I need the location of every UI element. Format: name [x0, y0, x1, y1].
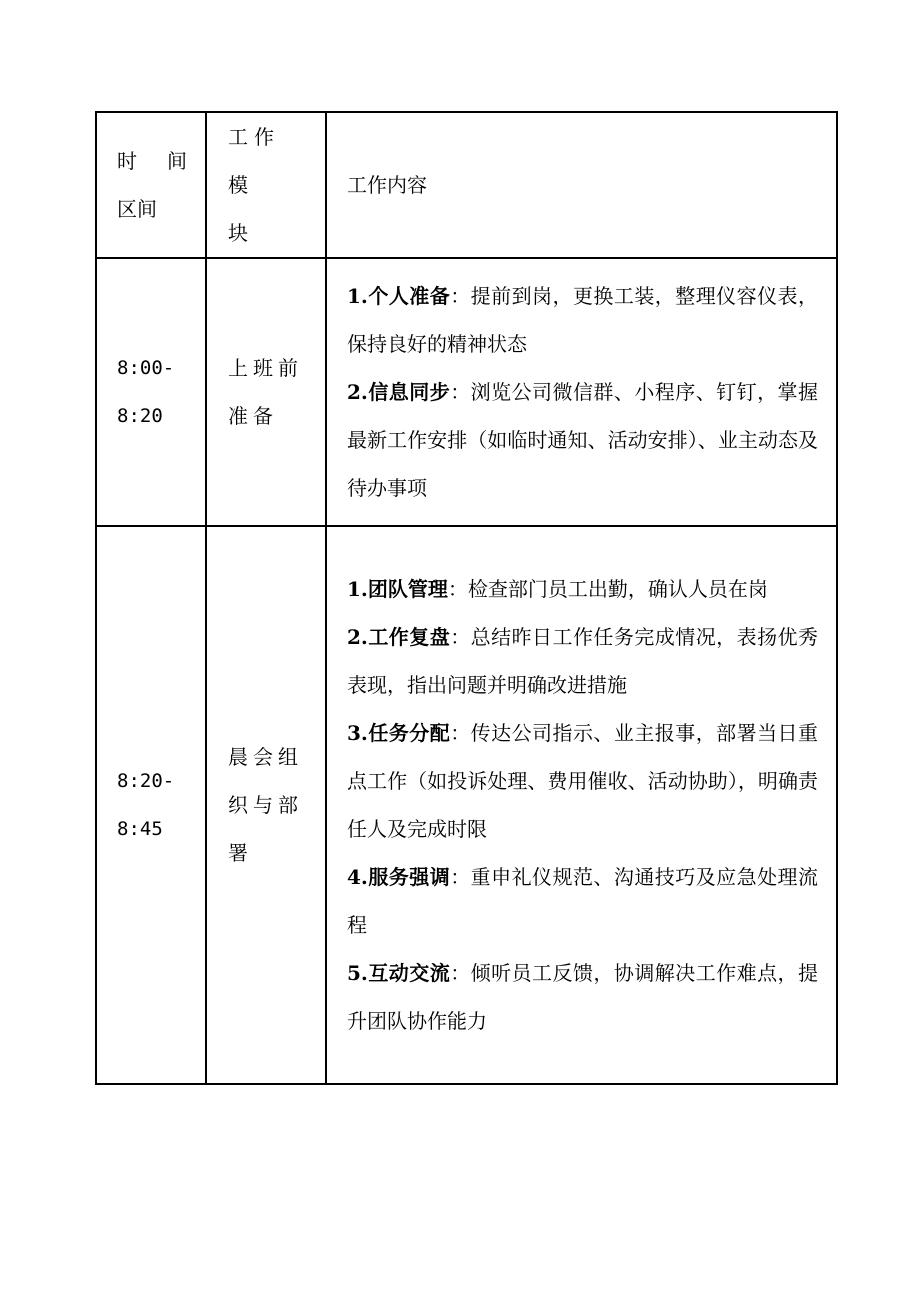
content-item-text: ：重申礼仪规范、沟通技巧及应急处理流程 — [347, 865, 818, 937]
header-time-line-1: 时 间 — [117, 149, 187, 173]
header-time-line-2: 区间 — [117, 197, 157, 221]
table-row — [96, 526, 837, 1084]
content-item-text: ：提前到岗，更换工装，整理仪容仪表，保持良好的精神状态 — [347, 284, 818, 356]
content-item — [347, 949, 818, 1045]
header-module-line-1: 工作模 — [228, 125, 280, 197]
header-time-cell — [96, 112, 206, 258]
content-item-text: ：浏览公司微信群、小程序、钉钉，掌握最新工作安排（如临时通知、活动安排）、业主动态及待办事项 — [347, 380, 818, 500]
content-item-text: ：总结昨日工作任务完成情况，表扬优秀表现，指出问题并明确改进措施 — [347, 625, 818, 697]
content-item — [347, 853, 818, 949]
content-item — [347, 613, 818, 709]
schedule-table — [95, 111, 838, 1085]
time-end: 8:45 — [117, 818, 163, 840]
content-item-title: 2.工作复盘 — [347, 625, 451, 649]
content-item-text: ：传达公司指示、业主报事，部署当日重点工作（如投诉处理、费用催收、活动协助），明确责任人及完成时限 — [347, 721, 818, 841]
content-item-title: 1.个人准备 — [347, 284, 451, 308]
module-line: 署 — [228, 841, 253, 865]
time-start: 8:00- — [117, 357, 175, 379]
header-module-cell — [206, 112, 326, 258]
content-item — [347, 709, 818, 853]
table-row — [96, 258, 837, 526]
content-item — [347, 368, 818, 512]
header-row — [96, 112, 837, 258]
content-item-title: 4.服务强调 — [347, 865, 451, 889]
time-end: 8:20 — [117, 405, 163, 427]
content-item — [347, 272, 818, 368]
module-line: 晨会组 — [228, 745, 303, 769]
content-cell — [326, 526, 837, 1084]
module-line: 上班前 — [228, 356, 303, 380]
module-line: 准备 — [228, 404, 278, 428]
time-cell — [96, 526, 206, 1084]
content-item — [347, 565, 818, 613]
time-start: 8:20- — [117, 770, 175, 792]
content-item-title: 3.任务分配 — [347, 721, 451, 745]
content-item-title: 1.团队管理 — [347, 577, 448, 601]
module-cell — [206, 258, 326, 526]
content-item-title: 5.互动交流 — [347, 961, 451, 985]
content-item-text: ：倾听员工反馈，协调解决工作难点，提升团队协作能力 — [347, 961, 818, 1033]
header-content-cell — [326, 112, 837, 258]
content-item-text: ：检查部门员工出勤，确认人员在岗 — [447, 577, 768, 601]
time-cell — [96, 258, 206, 526]
header-content-label: 工作内容 — [347, 173, 427, 197]
module-cell — [206, 526, 326, 1084]
module-line: 织与部 — [228, 793, 303, 817]
content-item-title: 2.信息同步 — [347, 380, 451, 404]
header-module-line-2: 块 — [228, 221, 254, 245]
content-cell — [326, 258, 837, 526]
